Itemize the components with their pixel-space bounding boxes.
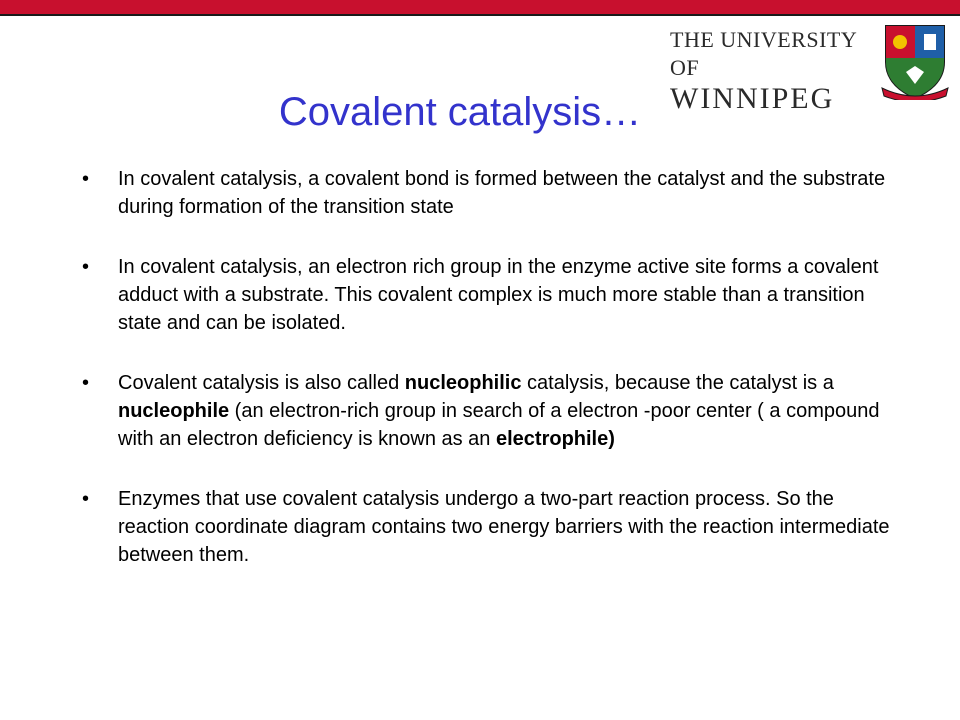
bullet-text-part: (an electron-rich group in search of a electron -poor center ( a compound with an electron deficiency is known as an [118, 400, 880, 450]
bullet-icon: • [82, 488, 90, 510]
bullet-text: Enzymes that use covalent catalysis undergo a two-part reaction process. So the reaction coordinate diagram contains two energy barriers with the reaction intermediate between them. [118, 488, 890, 566]
bullet-icon: • [82, 372, 90, 394]
bullet-text-part: catalysis, because the catalyst is a [521, 372, 834, 394]
bullet-item [80, 253, 890, 337]
bullet-icon: • [82, 256, 90, 278]
logo-line-1: THE UNIVERSITY OF [670, 27, 857, 80]
slide-title: Covalent catalysis… [278, 90, 642, 134]
top-accent-bar [0, 0, 960, 16]
bullet-text: In covalent catalysis, an electron rich group in the enzyme active site forms a covalent adduct with a substrate. This covalent complex is much more stable than a transition state and can be isolated. [118, 256, 879, 334]
bold-term-electrophile: electrophile) [495, 428, 615, 450]
logo-line-2: WINNIPEG [670, 82, 835, 115]
bullet-text-part: Covalent catalysis is also called [118, 372, 405, 394]
crest-icon [880, 22, 950, 100]
bold-term-nucleophile: nucleophile [118, 400, 230, 422]
bullet-item [80, 369, 890, 453]
bullet-item [80, 165, 890, 221]
bullet-text: In covalent catalysis, a covalent bond is formed between the catalyst and the substrate during formation of the transition state [118, 168, 886, 218]
bullet-icon: • [82, 168, 90, 190]
bullet-item [80, 485, 890, 569]
bold-term-nucleophilic: nucleophilic [404, 372, 522, 394]
bullet-list [80, 165, 890, 601]
